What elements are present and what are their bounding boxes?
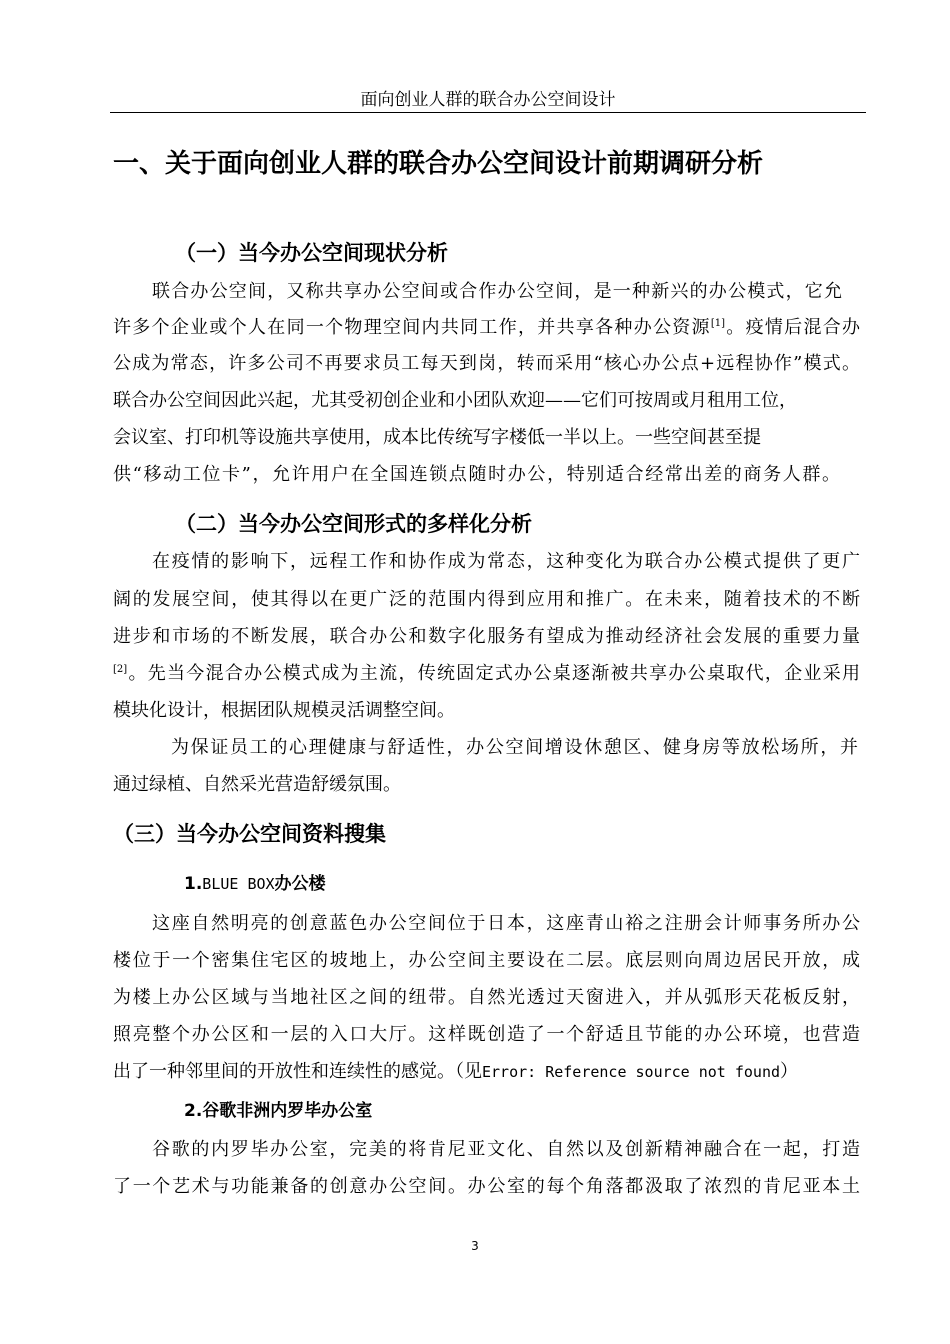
paragraph-line: 供“移动工位卡”，允许用户在全国连锁点随时办公，特别适合经常出差的商务人群。 [113,464,840,485]
header-rule [110,112,866,113]
paragraph-line: 了一个艺术与功能兼备的创意办公空间。办公室的每个角落都汲取了浓烈的肯尼亚本土 [113,1176,860,1197]
running-header: 面向创业人群的联合办公空间设计 [360,90,616,110]
citation-ref: [1] [710,318,726,329]
paragraph-line: 为楼上办公区域与当地社区之间的纽带。自然光透过天窗进入，并从弧形天花板反射， [113,987,860,1008]
paragraph-line: 照亮整个办公区和一层的入口大厅。这样既创造了一个舒适且节能的办公环境，也营造 [113,1024,860,1045]
paragraph-line: 楼位于一个密集住宅区的坡地上，办公空间主要设在二层。底层则向周边居民开放，成 [113,950,860,971]
paragraph-line: 模块化设计，根据团队规模灵活调整空间。 [113,700,455,721]
paragraph-line: 联合办公空间因此兴起，尤其受初创企业和小团队欢迎——它们可按周或月租用工位， [113,390,797,411]
paragraph-line: 联合办公空间，又称共享办公空间或合作办公空间，是一种新兴的办公模式，它允 [152,281,842,302]
broken-cross-reference: Error: Reference source not found [482,1063,781,1081]
paragraph-line: 许多个企业或个人在同一个物理空间内共同工作，并共享各种办公资源[1]。疫情后混合办 [113,317,861,338]
section-2-title: （二）当今办公空间形式的多样化分析 [175,512,532,536]
item-2-title: 2.谷歌非洲内罗毕办公室 [184,1101,373,1121]
page-number: 3 [471,1239,479,1253]
paragraph-line: 这座自然明亮的创意蓝色办公空间位于日本，这座青山裕之注册会计师事务所办公 [152,913,860,934]
citation-ref: [2] [113,664,128,675]
chapter-title: 一、关于面向创业人群的联合办公空间设计前期调研分析 [113,149,764,179]
paragraph-line: 进步和市场的不断发展，联合办公和数字化服务有望成为推动经济社会发展的重要力量 [113,626,860,647]
paragraph-line: 为保证员工的心理健康与舒适性，办公空间增设休憩区、健身房等放松场所，并 [171,737,858,758]
paragraph-line: 通过绿植、自然采光营造舒缓氛围。 [113,774,401,795]
paragraph-line: 在疫情的影响下，远程工作和协作成为常态，这种变化为联合办公模式提供了更广 [152,551,860,572]
paragraph-line: 谷歌的内罗毕办公室，完美的将肯尼亚文化、自然以及创新精神融合在一起，打造 [152,1139,860,1160]
paragraph-line: 出了一种邻里间的开放性和连续性的感觉。（见Error: Reference source not found） [113,1061,799,1082]
section-3-title: （三）当今办公空间资料搜集 [113,822,386,846]
item-1-title: 1.BLUE BOX办公楼 [184,874,326,894]
paragraph-line: [2]。先当今混合办公模式成为主流，传统固定式办公桌逐渐被共享办公桌取代，企业采用 [113,663,860,684]
paragraph-line: 公成为常态，许多公司不再要求员工每天到岗，转而采用“核心办公点+远程协作”模式。 [113,353,860,374]
section-1-title: （一）当今办公空间现状分析 [175,241,448,265]
paragraph-line: 会议室、打印机等设施共享使用，成本比传统写字楼低一半以上。一些空间甚至提 [113,427,761,448]
paragraph-line: 阔的发展空间，使其得以在更广泛的范围内得到应用和推广。在未来，随着技术的不断 [113,589,860,610]
